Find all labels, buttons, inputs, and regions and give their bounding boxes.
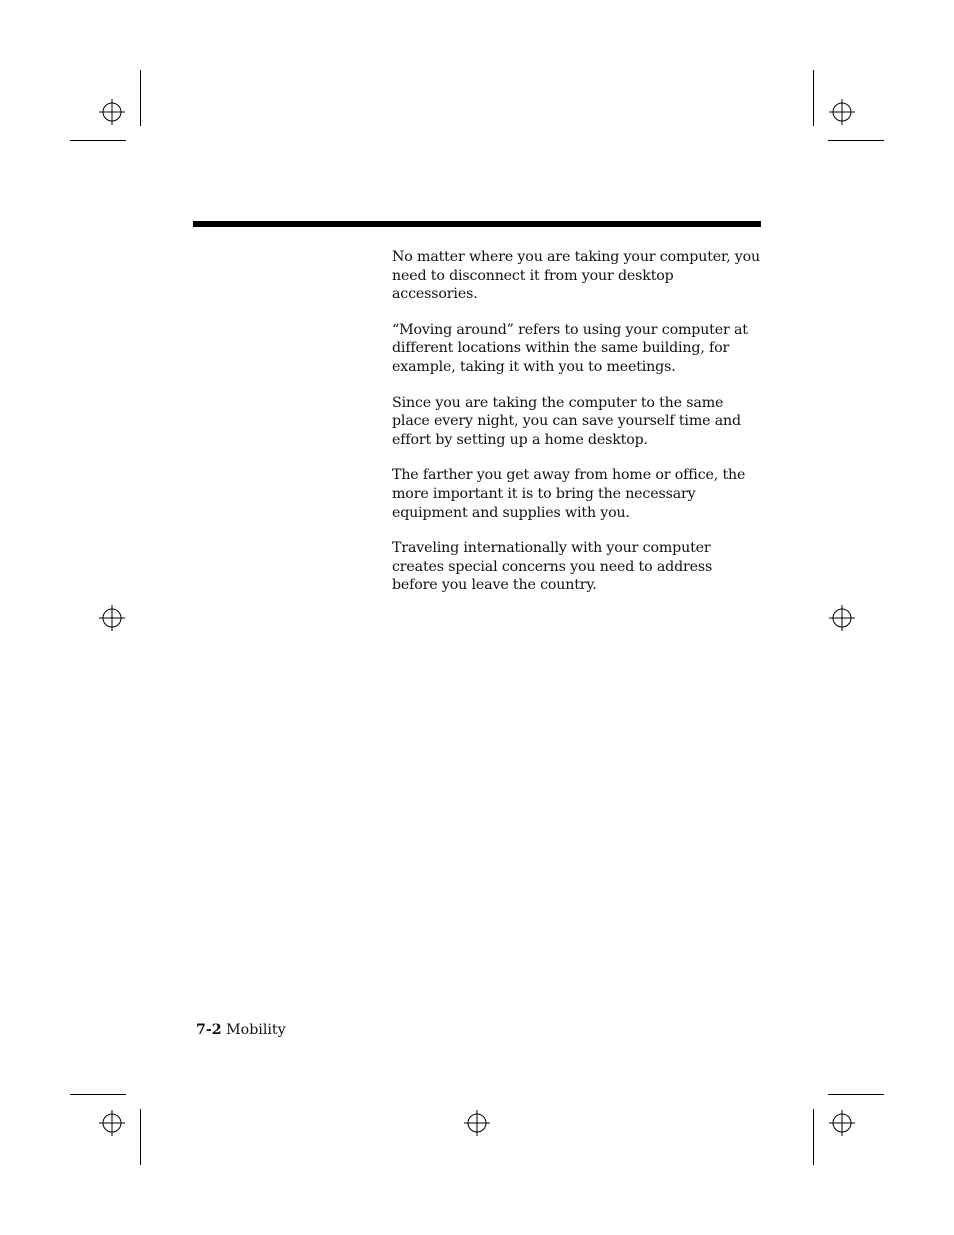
registration-mark-icon bbox=[829, 605, 855, 631]
crop-mark-bottom-right-horizontal bbox=[828, 1094, 884, 1095]
paragraph: No matter where you are taking your computer, you need to disconnect it from your desktop accessories. bbox=[392, 249, 761, 303]
page-number: 7-2 bbox=[196, 1022, 222, 1038]
crop-mark-bottom-right-vertical bbox=[813, 1109, 814, 1165]
crop-mark-bottom-left-horizontal bbox=[70, 1094, 126, 1095]
registration-mark-icon bbox=[829, 99, 855, 125]
page-footer bbox=[196, 1021, 286, 1039]
crop-mark-top-right-horizontal bbox=[828, 140, 884, 141]
section-name: Mobility bbox=[226, 1022, 286, 1038]
crop-mark-top-left-horizontal bbox=[70, 140, 126, 141]
crop-mark-bottom-left-vertical bbox=[140, 1109, 141, 1165]
registration-mark-icon bbox=[464, 1110, 490, 1136]
crop-mark-top-right-vertical bbox=[813, 70, 814, 126]
registration-mark-icon bbox=[99, 1110, 125, 1136]
section-rule bbox=[193, 221, 761, 227]
registration-mark-icon bbox=[829, 1110, 855, 1136]
paragraph: Traveling internationally with your computer creates special concerns you need to address before you leave the country. bbox=[392, 540, 713, 594]
paragraph: “Moving around” refers to using your computer at different locations within the same building, for example, taking it with you to meetings. bbox=[392, 321, 748, 375]
paragraph: The farther you get away from home or office, the more important it is to bring the necessary equipment and supplies with you. bbox=[392, 467, 746, 521]
crop-mark-top-left-vertical bbox=[140, 70, 141, 126]
paragraph: Since you are taking the computer to the same place every night, you can save yourself time and effort by setting up a home desktop. bbox=[392, 394, 741, 448]
body-text bbox=[392, 248, 762, 612]
registration-mark-icon bbox=[99, 605, 125, 631]
registration-mark-icon bbox=[99, 99, 125, 125]
